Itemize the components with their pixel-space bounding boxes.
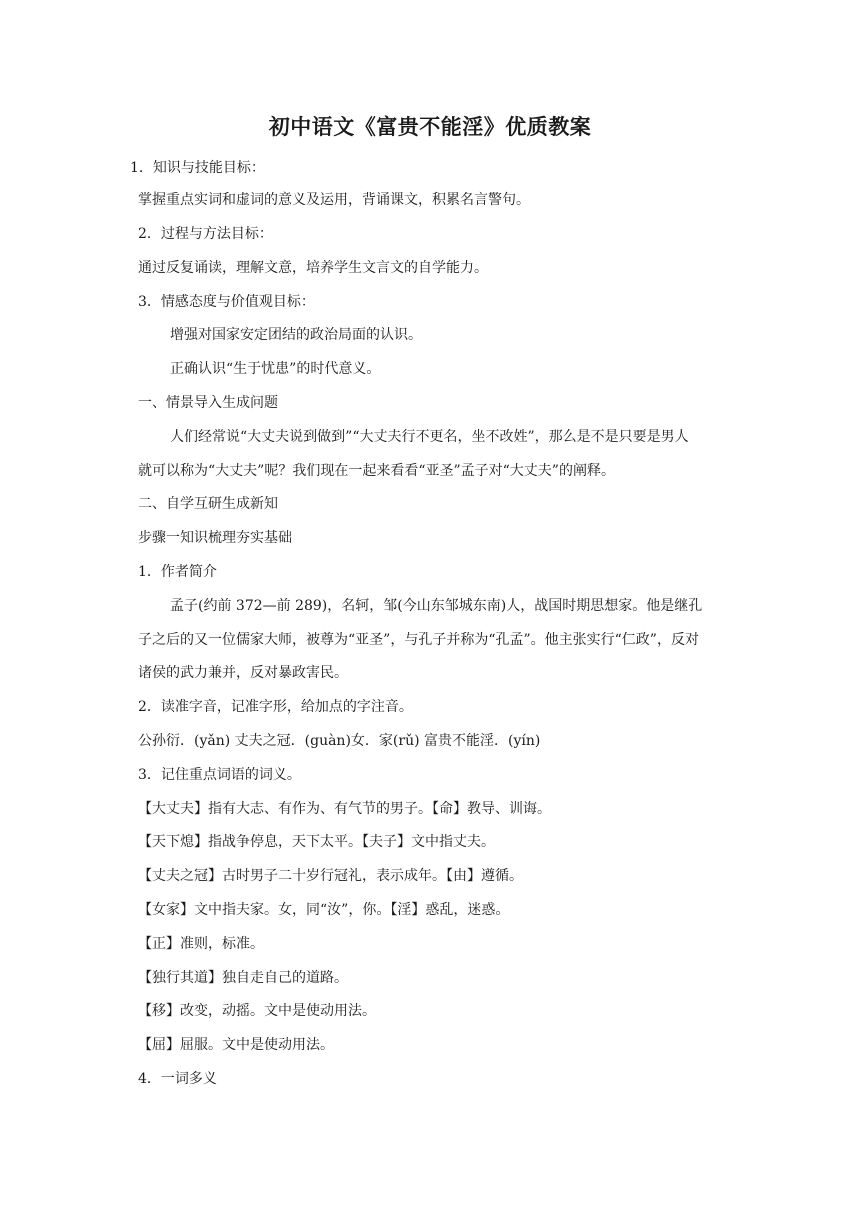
vocabulary-item: 【天下熄】指战争停息，天下太平。【夫子】文中指丈夫。 bbox=[138, 834, 495, 850]
author-paragraph-line-2: 子之后的又一位儒家大师，被尊为“亚圣”，与孔子并称为“孔孟”。他主张实行“仁政”，反对 bbox=[138, 632, 699, 648]
pronunciation-heading: 2．读准字音，记准字形，给加点的字注音。 bbox=[138, 699, 413, 715]
objective-3-heading: 3．情感态度与价值观目标： bbox=[138, 294, 315, 310]
intro-paragraph-line-2: 就可以称为“大丈夫”呢？我们现在一起来看看“亚圣”孟子对“大丈夫”的阐释。 bbox=[138, 463, 615, 479]
intro-paragraph-line-1: 人们经常说“大丈夫说到做到”“大丈夫行不更名，坐不改姓”，那么是不是只要是男人 bbox=[170, 429, 689, 445]
objective-2-heading: 2．过程与方法目标： bbox=[138, 226, 273, 242]
objective-1-heading: 1．知识与技能目标： bbox=[130, 160, 265, 176]
polysemy-heading: 4．一词多义 bbox=[138, 1071, 217, 1087]
vocabulary-item: 【屈】屈服。文中是使动用法。 bbox=[138, 1037, 334, 1053]
document-title: 初中语文《富贵不能淫》优质教案 bbox=[268, 115, 592, 139]
objective-3-text-2: 正确认识“生于忧患”的时代意义。 bbox=[170, 361, 381, 377]
objective-3-text-1: 增强对国家安定团结的政治局面的认识。 bbox=[170, 327, 422, 343]
objective-2-text: 通过反复诵读，理解文意，培养学生文言文的自学能力。 bbox=[138, 260, 488, 276]
vocabulary-item: 【独行其道】独自走自己的道路。 bbox=[138, 970, 348, 986]
section-2-heading: 二、自学互研生成新知 bbox=[138, 496, 278, 512]
vocabulary-item: 【正】准则，标准。 bbox=[138, 936, 264, 952]
author-paragraph-line-3: 诸侯的武力兼并，反对暴政害民。 bbox=[138, 665, 348, 681]
author-paragraph-line-1: 孟子(约前 372—前 289)，名轲，邹(今山东邹城东南)人，战国时期思想家。他是继孔 bbox=[170, 598, 703, 614]
vocabulary-heading: 3．记住重点词语的词义。 bbox=[138, 767, 301, 783]
objective-1-text: 掌握重点实词和虚词的意义及运用，背诵课文，积累名言警句。 bbox=[138, 192, 530, 208]
section-1-heading: 一、情景导入生成问题 bbox=[138, 395, 278, 411]
pronunciation-items: 公孙衍．(yǎn) 丈夫之冠．(guàn)女．家(rǔ) 富贵不能淫．(yín) bbox=[138, 733, 541, 749]
vocabulary-item: 【女家】文中指夫家。女，同“汝”，你。【淫】惑乱，迷惑。 bbox=[138, 902, 510, 918]
vocabulary-item: 【移】改变，动摇。文中是使动用法。 bbox=[138, 1003, 376, 1019]
author-heading: 1．作者简介 bbox=[138, 564, 217, 580]
vocabulary-item: 【大丈夫】指有大志、有作为、有气节的男子。【命】教导、训诲。 bbox=[138, 801, 551, 817]
step-1-heading: 步骤一知识梳理夯实基础 bbox=[138, 530, 292, 546]
vocabulary-item: 【丈夫之冠】古时男子二十岁行冠礼，表示成年。【由】遵循。 bbox=[138, 868, 523, 884]
